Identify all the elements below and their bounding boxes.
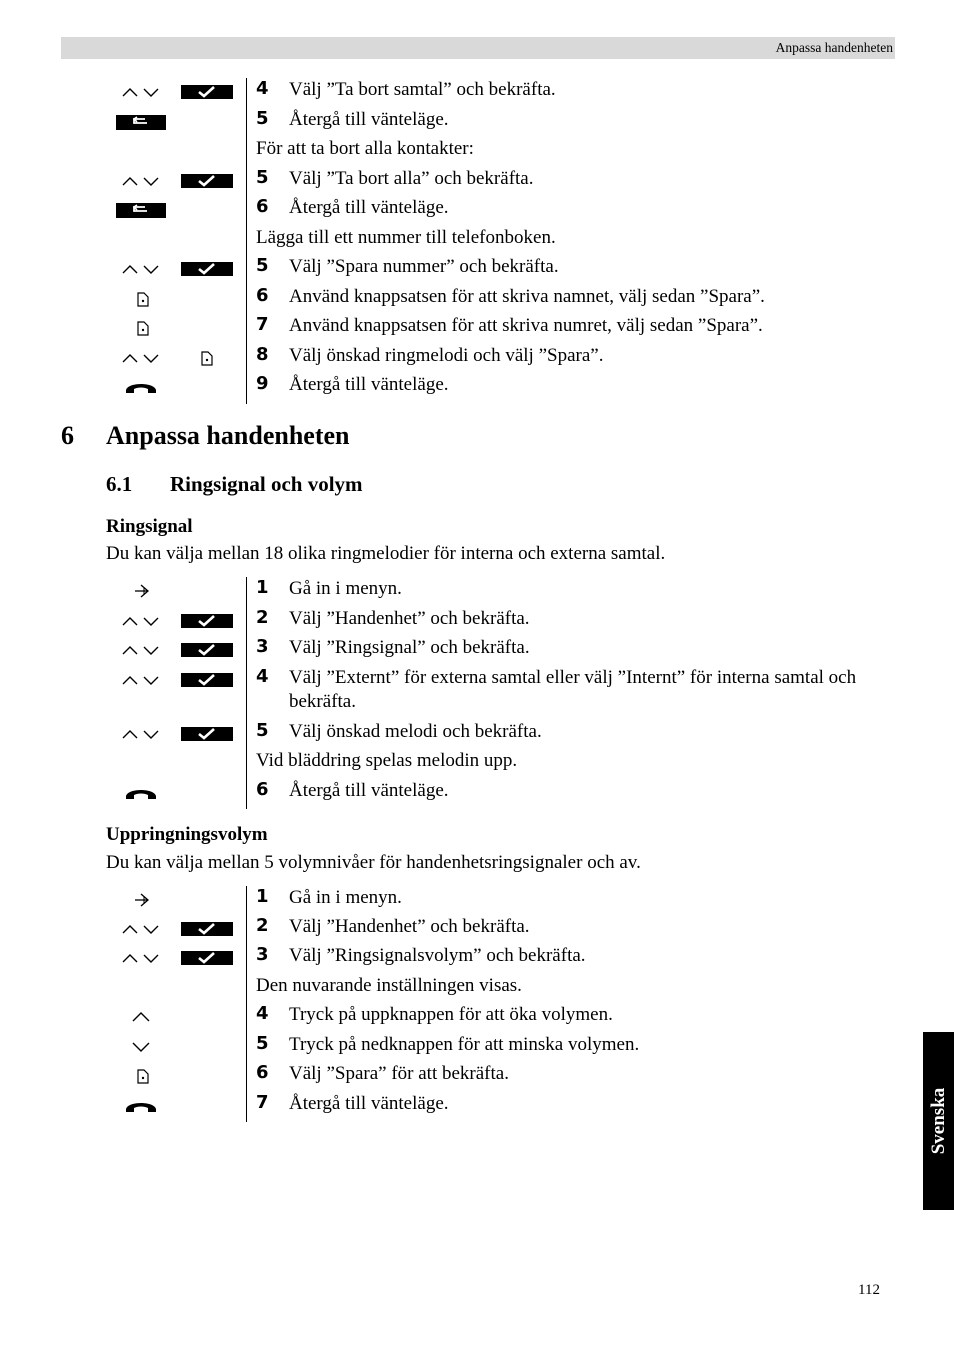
step-text: Återgå till vänteläge.	[289, 374, 449, 395]
confirm-check-icon	[181, 174, 233, 188]
up-down-arrows-icon	[120, 922, 162, 936]
step-text: Återgå till vänteläge.	[289, 197, 449, 218]
step-icons	[120, 1062, 245, 1088]
up-down-arrows-icon	[120, 351, 162, 365]
step-note	[0, 749, 954, 775]
step-number: 4	[256, 78, 269, 99]
step-text: Välj ”Ringsignalsvolym” och bekräfta.	[289, 945, 586, 966]
step-row	[0, 196, 954, 222]
step-note	[0, 974, 954, 1000]
step-row	[0, 108, 954, 134]
step-note	[0, 137, 954, 163]
step-number: 5	[256, 255, 269, 276]
step-text: Tryck på nedknappen för att minska volymen.	[289, 1034, 640, 1055]
confirm-check-icon	[181, 643, 233, 657]
step-icons	[120, 285, 245, 311]
up-down-arrows-icon	[120, 673, 162, 687]
step-icons	[120, 577, 245, 603]
confirm-check-icon	[181, 922, 233, 936]
step-number: 4	[256, 1003, 269, 1024]
up-down-arrows-icon	[120, 643, 162, 657]
step-row	[0, 666, 954, 712]
hangup-phone-icon	[124, 786, 158, 800]
step-row	[0, 1033, 954, 1059]
step-icons	[120, 720, 245, 746]
step-text: Välj ”Handenhet” och bekräfta.	[289, 916, 530, 937]
up-down-arrows-icon	[120, 85, 162, 99]
ringsignal-heading: Ringsignal	[106, 516, 193, 537]
softkey-icon	[136, 1069, 150, 1084]
step-row	[0, 1062, 954, 1088]
step-row	[0, 577, 954, 603]
volym-intro: Du kan välja mellan 5 volymnivåer för handenhetsringsignaler och av.	[106, 852, 641, 873]
ringsignal-intro: Du kan välja mellan 18 olika ringmelodier för interna och externa samtal.	[106, 543, 666, 564]
step-row	[0, 944, 954, 970]
step-text: Återgå till vänteläge.	[289, 109, 449, 130]
step-icons	[120, 915, 245, 941]
step-text: Tryck på uppknappen för att öka volymen.	[289, 1004, 613, 1025]
step-number: 6	[256, 1062, 269, 1083]
subsection-number: 6.1	[106, 472, 133, 496]
menu-enter-icon	[134, 892, 152, 908]
confirm-check-icon	[181, 262, 233, 276]
up-down-arrows-icon	[120, 951, 162, 965]
step-number: 6	[256, 196, 269, 217]
step-row	[0, 255, 954, 281]
step-number: 6	[256, 285, 269, 306]
step-text: Återgå till vänteläge.	[289, 780, 449, 801]
step-text: Välj önskad melodi och bekräfta.	[289, 721, 542, 742]
back-arrow-icon	[116, 115, 166, 130]
language-tab	[923, 1032, 954, 1210]
menu-enter-icon	[134, 583, 152, 599]
up-arrow-icon	[131, 1010, 151, 1024]
step-row	[0, 636, 954, 662]
step-number: 1	[256, 886, 269, 907]
down-arrow-icon	[131, 1040, 151, 1054]
step-icons	[120, 255, 245, 281]
step-icons	[120, 666, 245, 692]
step-number: 5	[256, 108, 269, 129]
back-arrow-icon	[116, 203, 166, 218]
step-icons	[120, 1033, 245, 1059]
hangup-phone-icon	[124, 380, 158, 394]
step-text: Välj ”Handenhet” och bekräfta.	[289, 608, 530, 629]
subsection-heading	[106, 472, 363, 497]
step-icons	[120, 779, 245, 805]
language-tab-label: Svenska	[927, 1087, 949, 1155]
step-number: 3	[256, 944, 269, 965]
step-row	[0, 886, 954, 912]
volym-heading: Uppringningsvolym	[106, 824, 268, 845]
step-note-text: Vid bläddring spelas melodin upp.	[256, 750, 518, 771]
step-note-text: Den nuvarande inställningen visas.	[256, 975, 522, 996]
section-title: Anpassa handenheten	[106, 421, 350, 450]
page-number: 112	[858, 1282, 880, 1298]
step-row	[0, 607, 954, 633]
step-number: 7	[256, 1092, 269, 1113]
step-number: 2	[256, 607, 269, 628]
step-text: Gå in i menyn.	[289, 578, 402, 599]
step-number: 5	[256, 167, 269, 188]
section-number: 6	[61, 421, 74, 450]
step-icons	[120, 108, 245, 134]
step-number: 9	[256, 373, 269, 394]
step-row	[0, 373, 954, 399]
up-down-arrows-icon	[120, 727, 162, 741]
step-row	[0, 314, 954, 340]
step-row	[0, 1003, 954, 1029]
step-number: 8	[256, 344, 269, 365]
step-text: Välj ”Ta bort samtal” och bekräfta.	[289, 79, 556, 100]
header-bar	[61, 37, 895, 59]
up-down-arrows-icon	[120, 174, 162, 188]
step-icons	[120, 636, 245, 662]
confirm-check-icon	[181, 614, 233, 628]
step-number: 6	[256, 779, 269, 800]
step-text: Använd knappsatsen för att skriva namnet, välj sedan ”Spara”.	[289, 286, 765, 307]
step-number: 1	[256, 577, 269, 598]
step-icons	[120, 373, 245, 399]
step-icons	[120, 1003, 245, 1029]
confirm-check-icon	[181, 727, 233, 741]
step-text: Använd knappsatsen för att skriva numret, välj sedan ”Spara”.	[289, 315, 763, 336]
step-icons	[120, 314, 245, 340]
step-number: 7	[256, 314, 269, 335]
step-icons	[120, 167, 245, 193]
step-number: 2	[256, 915, 269, 936]
ringsignal-steps	[0, 577, 954, 809]
top-steps	[0, 78, 954, 404]
confirm-check-icon	[181, 951, 233, 965]
up-down-arrows-icon	[120, 262, 162, 276]
confirm-check-icon	[181, 85, 233, 99]
step-row	[0, 779, 954, 805]
step-row	[0, 285, 954, 311]
hangup-phone-icon	[124, 1099, 158, 1113]
step-text: Gå in i menyn.	[289, 887, 402, 908]
step-text: Återgå till vänteläge.	[289, 1093, 449, 1114]
step-text: Välj ”Ta bort alla” och bekräfta.	[289, 168, 534, 189]
step-icons	[120, 196, 245, 222]
step-row	[0, 78, 954, 104]
step-icons	[120, 344, 245, 370]
step-row	[0, 720, 954, 746]
step-row	[0, 1092, 954, 1118]
step-number: 5	[256, 720, 269, 741]
step-icons	[120, 607, 245, 633]
step-row	[0, 167, 954, 193]
softkey-icon	[200, 351, 214, 366]
softkey-icon	[136, 321, 150, 336]
step-text: Välj ”Externt” för externa samtal eller välj ”Internt” för interna samtal och bekräfta.	[289, 667, 857, 712]
volym-steps	[0, 886, 954, 1122]
step-number: 3	[256, 636, 269, 657]
up-down-arrows-icon	[120, 614, 162, 628]
step-number: 5	[256, 1033, 269, 1054]
step-note-text: Lägga till ett nummer till telefonboken.	[256, 227, 556, 248]
step-text: Välj ”Spara nummer” och bekräfta.	[289, 256, 559, 277]
step-note	[0, 226, 954, 252]
step-text: Välj ”Spara” för att bekräfta.	[289, 1063, 509, 1084]
step-text: Välj önskad ringmelodi och välj ”Spara”.	[289, 345, 604, 366]
subsection-title: Ringsignal och volym	[170, 472, 363, 496]
step-note-text: För att ta bort alla kontakter:	[256, 138, 474, 159]
softkey-icon	[136, 292, 150, 307]
step-number: 4	[256, 666, 269, 687]
header-title: Anpassa handenheten	[775, 40, 893, 55]
step-icons	[120, 1092, 245, 1118]
step-text: Välj ”Ringsignal” och bekräfta.	[289, 637, 530, 658]
step-row	[0, 344, 954, 370]
step-icons	[120, 78, 245, 104]
step-row	[0, 915, 954, 941]
step-icons	[120, 886, 245, 912]
step-icons	[120, 944, 245, 970]
confirm-check-icon	[181, 673, 233, 687]
